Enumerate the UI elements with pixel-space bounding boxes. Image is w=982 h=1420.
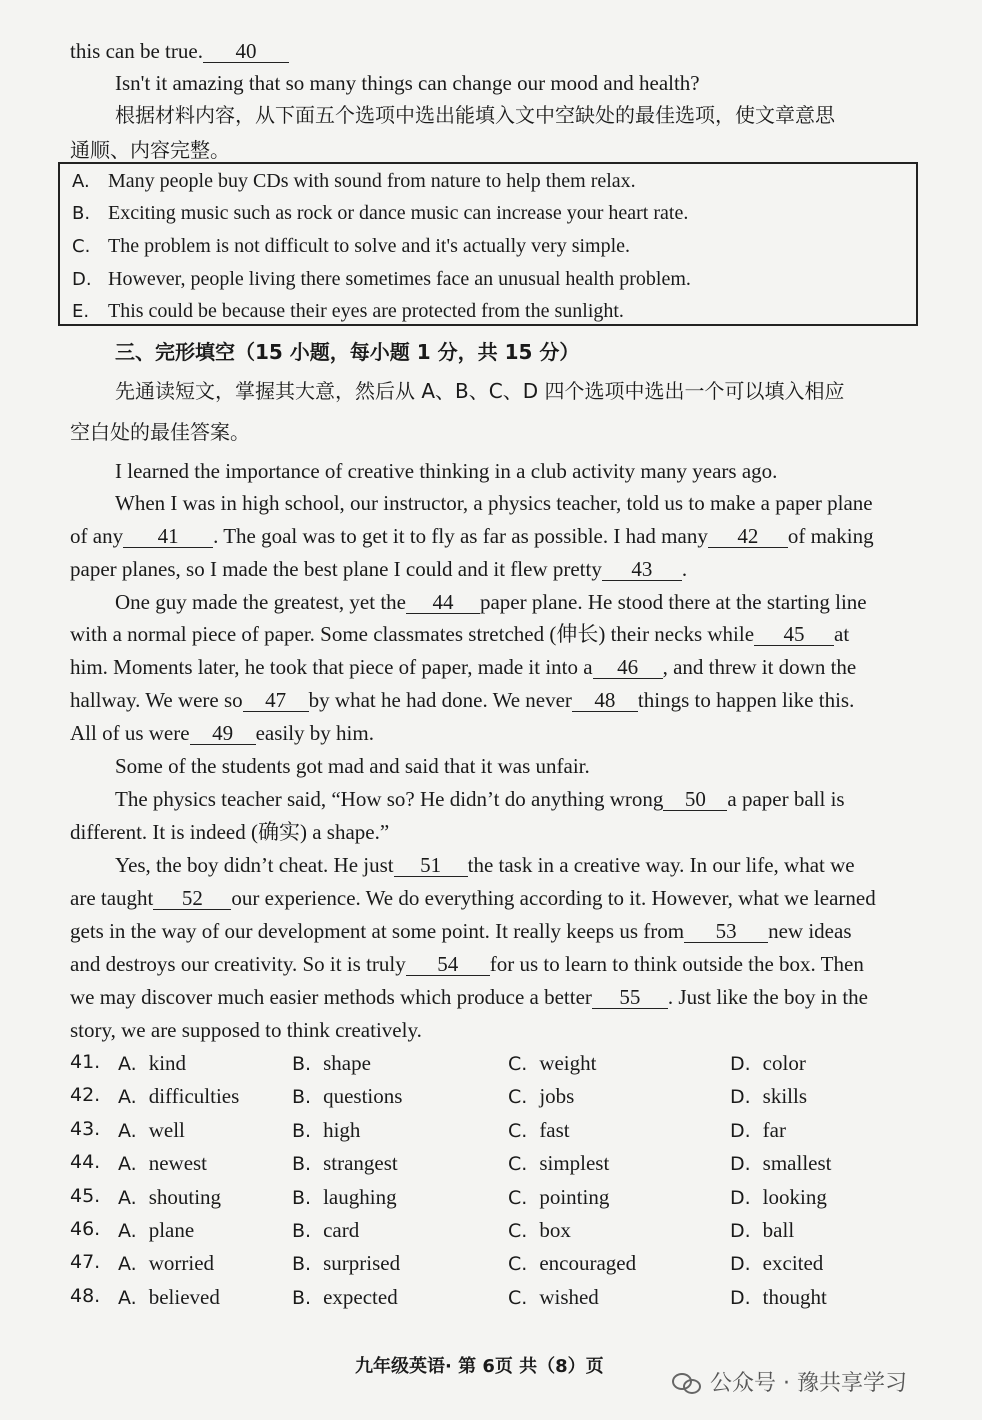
choice-text: wished [539, 1284, 599, 1309]
passage-line: I learned the importance of creative thinking in a club activity many years ago. [115, 459, 778, 483]
choice-a[interactable] [118, 1151, 207, 1176]
choice-letter: C. [508, 1119, 528, 1142]
choice-letter: A. [118, 1220, 137, 1242]
watermark [672, 1366, 907, 1397]
blank-44[interactable]: 44 [406, 591, 480, 614]
choice-a[interactable] [118, 1084, 239, 1109]
choice-text: jobs [539, 1084, 575, 1109]
option-b: B. Exciting music such as rock or dance music can increase your heart rate. [72, 202, 689, 224]
choice-a[interactable] [118, 1051, 186, 1076]
choice-text: worried [148, 1251, 215, 1276]
section-heading: 三、完形填空（15 小题，每小题 1 分，共 15 分） [115, 340, 580, 364]
text: this can be true. [70, 39, 203, 63]
choice-letter: D. [730, 1286, 751, 1309]
choice-text: newest [148, 1151, 208, 1176]
blank-55[interactable]: 55 [592, 986, 668, 1009]
choice-a[interactable] [118, 1118, 185, 1143]
passage-line: gets in the way of our development at some point. It really keeps us from 53 new ideas [70, 919, 852, 943]
choice-text: card [323, 1218, 360, 1242]
choice-d[interactable] [730, 1251, 823, 1276]
question-number: 48. [70, 1284, 101, 1307]
blank-40[interactable]: 40 [203, 40, 289, 63]
choice-d[interactable] [730, 1185, 827, 1210]
question-number: 45. [70, 1184, 101, 1207]
choice-b[interactable] [292, 1084, 402, 1109]
passage-line: are taught 52 our experience. We do everything according to it. However, what we learned [70, 886, 876, 910]
passage-line: and destroys our creativity. So it is truly 54 for us to learn to think outside the box. Then [70, 952, 864, 976]
choice-letter: C. [508, 1053, 528, 1075]
choice-text: difficulties [148, 1084, 240, 1109]
choice-text: thought [762, 1284, 827, 1309]
choice-a[interactable] [118, 1251, 214, 1276]
choice-c[interactable] [508, 1285, 599, 1310]
choice-letter: B. [292, 1053, 312, 1075]
choice-letter: D. [730, 1153, 751, 1176]
choice-text: skills [762, 1084, 808, 1109]
section-instruction: 空白处的最佳答案。 [70, 420, 250, 444]
blank-51[interactable]: 51 [394, 854, 468, 877]
choice-letter: C. [508, 1153, 528, 1176]
choice-letter: D. [730, 1119, 751, 1142]
choice-text: plane [148, 1218, 195, 1242]
passage-line: with a normal piece of paper. Some classmates stretched (伸长) their necks while 45 at [70, 622, 850, 646]
choice-a[interactable] [118, 1185, 221, 1210]
choice-a[interactable] [118, 1285, 220, 1310]
choice-letter: B. [292, 1286, 312, 1309]
passage-line: we may discover much easier methods which produce a better 55 . Just like the boy in the [70, 985, 868, 1009]
option-e: E. This could be because their eyes are protected from the sunlight. [72, 300, 624, 322]
choice-letter: A. [118, 1286, 137, 1309]
question-number: 42. [70, 1084, 101, 1107]
choice-letter: D. [730, 1220, 751, 1242]
choice-letter: C. [508, 1286, 528, 1309]
wechat-icon [672, 1371, 702, 1393]
choice-b[interactable] [292, 1118, 360, 1143]
choice-c[interactable] [508, 1251, 636, 1276]
passage-line: story, we are supposed to think creatively. [70, 1018, 422, 1042]
choice-letter: A. [118, 1053, 137, 1075]
choice-text: strangest [323, 1151, 398, 1176]
closing-sentence: Isn't it amazing that so many things can change our mood and health? [115, 71, 700, 95]
choice-letter: C. [508, 1086, 528, 1109]
choice-text: surprised [323, 1251, 401, 1276]
choice-b[interactable] [292, 1218, 359, 1243]
choice-letter: D. [730, 1053, 751, 1075]
passage-line: All of us were 49 easily by him. [70, 721, 374, 745]
choice-d[interactable] [730, 1151, 832, 1176]
choice-d[interactable] [730, 1051, 806, 1076]
line-40 [70, 38, 289, 64]
choice-letter: A. [118, 1186, 137, 1209]
choice-letter: C. [508, 1186, 528, 1209]
choice-text: believed [148, 1284, 220, 1309]
choice-text: kind [148, 1051, 187, 1075]
choice-text: weight [539, 1051, 597, 1075]
choice-text: color [762, 1051, 806, 1075]
blank-47[interactable]: 47 [243, 689, 309, 712]
choice-d[interactable] [730, 1285, 827, 1310]
choice-b[interactable] [292, 1251, 400, 1276]
option-c: C. The problem is not difficult to solve and it's actually very simple. [72, 235, 631, 257]
choice-letter: D. [730, 1186, 751, 1209]
choice-text: encouraged [539, 1251, 637, 1276]
passage-line: Yes, the boy didn’t cheat. He just 51 the task in a creative way. In our life, what we [115, 853, 855, 877]
blank-53[interactable]: 53 [684, 920, 768, 943]
choice-c[interactable] [508, 1118, 570, 1143]
blank-46[interactable]: 46 [593, 656, 663, 679]
choice-letter: D. [730, 1086, 751, 1109]
choice-c[interactable] [508, 1151, 609, 1176]
passage-line: him. Moments later, he took that piece of paper, made it into a 46 , and threw it down the [70, 655, 857, 679]
question-number: 41. [70, 1051, 101, 1073]
choice-text: high [323, 1117, 361, 1142]
watermark-text: 公众号 · 豫共享学习 [710, 1371, 907, 1396]
question-number: 46. [70, 1218, 101, 1240]
passage-line: hallway. We were so 47 by what he had done. We never 48 things to happen like this. [70, 688, 855, 712]
choice-letter: C. [508, 1253, 528, 1276]
blank-52[interactable]: 52 [153, 887, 231, 910]
choice-letter: A. [118, 1119, 137, 1142]
blank-41[interactable]: 41 [123, 525, 213, 548]
choice-text: smallest [762, 1151, 832, 1176]
blank-45[interactable]: 45 [754, 623, 834, 646]
passage-line: One guy made the greatest, yet the 44 paper plane. He stood there at the starting line [115, 590, 867, 614]
choice-letter: B. [292, 1086, 312, 1109]
section-instruction: 先通读短文，掌握其大意，然后从 A、B、C、D 四个选项中选出一个可以填入相应 [115, 379, 845, 403]
choice-c[interactable] [508, 1218, 571, 1243]
passage-line: paper planes, so I made the best plane I could and it flew pretty 43 . [70, 557, 688, 581]
page-footer: 九年级英语· 第 6页 共（8）页 [355, 1356, 604, 1377]
question-number: 47. [70, 1251, 101, 1274]
question-number: 43. [70, 1117, 101, 1140]
passage-line: of any 41 . The goal was to get it to fly as far as possible. I had many 42 of making [70, 524, 874, 548]
option-a: A. Many people buy CDs with sound from nature to help them relax. [72, 170, 636, 192]
options-box [58, 162, 918, 326]
choice-c[interactable] [508, 1185, 609, 1210]
instruction-line: 根据材料内容，从下面五个选项中选出能填入文中空缺处的最佳选项，使文章意思 [115, 103, 835, 127]
choice-letter: B. [292, 1220, 312, 1242]
choice-a[interactable] [118, 1218, 194, 1243]
choice-letter: D. [730, 1253, 751, 1276]
choice-letter: A. [118, 1153, 137, 1176]
instruction-line: 通顺、内容完整。 [70, 138, 230, 162]
choice-b[interactable] [292, 1185, 397, 1210]
choice-text: shouting [148, 1184, 222, 1209]
choice-text: ball [762, 1218, 795, 1242]
choice-text: simplest [539, 1151, 610, 1176]
choice-text: box [539, 1218, 571, 1242]
passage-line: When I was in high school, our instructor, a physics teacher, told us to make a paper plane [115, 491, 873, 515]
choice-text: expected [323, 1284, 398, 1309]
blank-42[interactable]: 42 [708, 525, 788, 548]
passage-line: Some of the students got mad and said that it was unfair. [115, 754, 590, 778]
choice-c[interactable] [508, 1051, 596, 1076]
blank-43[interactable]: 43 [602, 558, 682, 581]
choice-text: questions [323, 1084, 403, 1109]
blank-48[interactable]: 48 [572, 689, 638, 712]
choice-letter: C. [508, 1220, 528, 1242]
blank-54[interactable]: 54 [406, 953, 490, 976]
choice-b[interactable] [292, 1151, 398, 1176]
choice-letter: B. [292, 1253, 312, 1276]
choice-text: far [762, 1117, 786, 1142]
passage-line: different. It is indeed (确实) a shape.” [70, 820, 390, 844]
choice-letter: B. [292, 1153, 312, 1176]
choice-text: pointing [539, 1184, 610, 1209]
choice-text: well [148, 1117, 185, 1142]
choice-letter: B. [292, 1119, 312, 1142]
option-d: D. However, people living there sometimes face an unusual health problem. [72, 268, 691, 290]
choice-text: excited [762, 1251, 824, 1276]
choice-text: looking [762, 1184, 827, 1209]
choice-c[interactable] [508, 1084, 574, 1109]
choice-b[interactable] [292, 1285, 398, 1310]
choice-letter: A. [118, 1086, 137, 1109]
choice-letter: B. [292, 1186, 312, 1209]
blank-49[interactable]: 49 [190, 722, 256, 745]
choice-b[interactable] [292, 1051, 371, 1076]
choice-text: shape [323, 1051, 371, 1075]
choice-d[interactable] [730, 1218, 794, 1243]
choice-d[interactable] [730, 1118, 786, 1143]
passage-line: The physics teacher said, “How so? He didn’t do anything wrong 50 a paper ball is [115, 787, 845, 811]
choice-text: fast [539, 1117, 570, 1142]
choice-text: laughing [323, 1184, 397, 1209]
choice-letter: A. [118, 1253, 137, 1276]
choice-d[interactable] [730, 1084, 807, 1109]
question-number: 44. [70, 1151, 101, 1174]
blank-50[interactable]: 50 [663, 788, 727, 811]
